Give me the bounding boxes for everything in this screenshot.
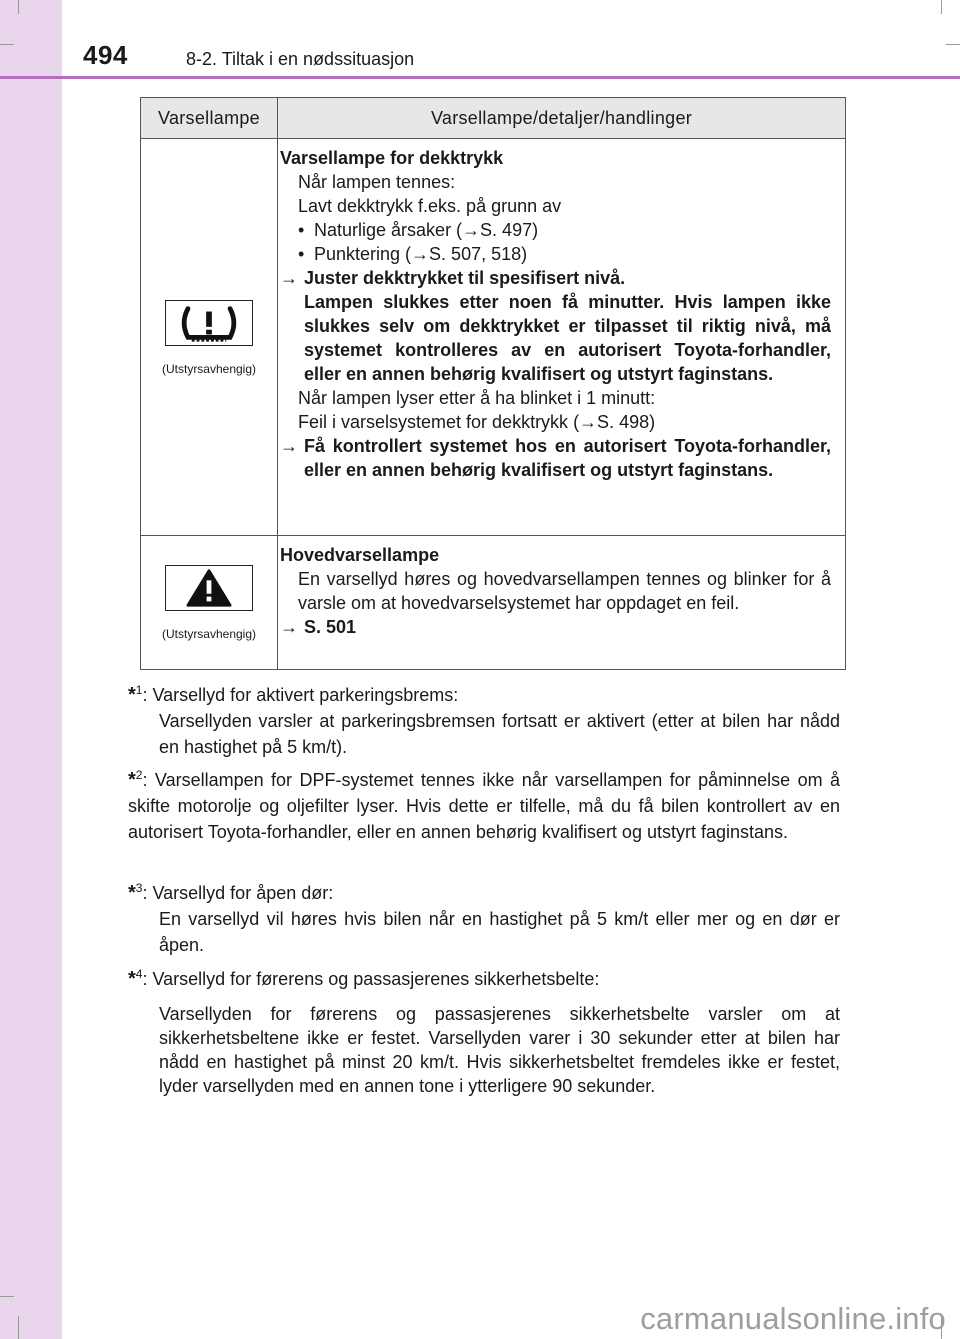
bullet-text: Punktering (→S. 507, 518) <box>314 244 528 264</box>
footnote-body: Varsellyden for førerens og passasjerenes sikkerhetsbelte varsler om at sikkerhetsbeltene ikke er festet. Varsellyden varer i 30 sekunder etter at bilen har nådd en hastighet på minst 20 km/t. Hvis sikkerhetsbeltet fremdeles ikke er festet, lyder varsellyden med en annen tone i ytterligere 90 sekunder. <box>159 1004 840 1096</box>
bullet-text: Naturlige årsaker (→S. 497) <box>314 220 539 240</box>
footnote-number: 1 <box>135 683 143 697</box>
action-text: Juster dekktrykket til spesifisert nivå. Lampen slukkes etter noen få minutter. Hvis lampen ikke slukkes selv om dekktrykket er tilpasset til riktig nivå, må systemet kontrolleres av en autorisert Toyota-forhandler, eller en annen behørig kvalifisert og utstyrt faginstans. <box>304 268 831 384</box>
footnote-star: * <box>128 968 136 990</box>
arrow-icon: → <box>280 436 298 456</box>
section-title: 8-2. Tiltak i en nødssituasjon <box>186 49 415 69</box>
tire-pressure-warning-icon <box>165 300 253 346</box>
bullet-item: • Naturlige årsaker (→S. 497) <box>298 220 539 240</box>
footnote <box>128 880 840 958</box>
action-text: Få kontrollert systemet hos en autorisert Toyota-forhandler, eller en annen behørig kvalifisert og utstyrt faginstans. <box>304 436 831 480</box>
footnote <box>128 966 840 1098</box>
header-rule <box>0 76 960 79</box>
optional-label: (Utstyrsavhengig) <box>161 361 257 376</box>
detail-line: Feil i varselsystemet for dekktrykk (→S. 498) <box>298 412 656 432</box>
footnote-body: Varsellyden varsler at parkeringsbremsen fortsatt er aktivert (etter at bilen har nådd en hastighet på 5 km/t). <box>159 711 840 757</box>
table-row <box>141 536 846 670</box>
page-number: 494 <box>83 40 128 70</box>
master-warning-icon <box>165 565 253 611</box>
footnote-star: * <box>128 882 136 904</box>
lamp-cell <box>141 536 278 670</box>
lamp-cell <box>141 139 278 536</box>
optional-label: (Utstyrsavhengig) <box>161 627 257 641</box>
footnote-number: 2 <box>135 768 143 782</box>
table-header-row <box>141 98 846 139</box>
footnote-title: : Varsellyd for førerens og passasjerenes sikkerhetsbelte: <box>142 969 600 989</box>
footnote-title: : Varsellyd for aktivert parkeringsbrems: <box>142 685 459 705</box>
watermark: carmanualsonline.info <box>640 1301 946 1336</box>
footnote <box>128 767 840 845</box>
footnote-title: : Varsellyd for åpen dør: <box>142 883 334 903</box>
lamp-title: Hovedvarsellampe <box>280 545 440 565</box>
action-item <box>280 615 831 639</box>
column-header-lamp: Varsellampe <box>141 98 278 139</box>
crop-mark <box>941 0 942 14</box>
crop-mark <box>18 0 19 14</box>
arrow-icon: → <box>280 268 298 288</box>
crop-mark <box>18 1316 19 1339</box>
detail-line: Når lampen tennes: <box>298 172 456 192</box>
column-header-details: Varsellampe/detaljer/handlinger <box>278 98 846 139</box>
table-row <box>141 139 846 536</box>
action-item <box>280 266 831 386</box>
details-cell <box>278 139 846 536</box>
bullet-item: • Punktering (→S. 507, 518) <box>298 244 528 264</box>
footnote-number: 4 <box>135 967 143 981</box>
detail-line: En varsellyd høres og hovedvarsellampen tennes og blinker for å varsle om at hovedvarselsystemet har oppdaget en feil. <box>298 569 831 613</box>
footnote-number: 3 <box>135 881 143 895</box>
detail-line: Når lampen lyser etter å ha blinket i 1 minutt: <box>298 388 656 408</box>
side-margin-band <box>0 0 62 1339</box>
footnote-star: * <box>128 684 136 706</box>
footnote-body: En varsellyd vil høres hvis bilen når en hastighet på 5 km/t eller mer og en dør er åpen. <box>159 909 840 955</box>
crop-mark <box>946 44 960 45</box>
action-item <box>280 434 831 482</box>
footnote-title: : Varsellampen for DPF-systemet tennes ikke når varsellampen for påminnelse om å skifte motorolje og oljefilter lyser. Hvis dette er tilfelle, må du få bilen kontrollert av en autorisert Toyota-forhandler, eller en annen behørig kvalifisert og utstyrt faginstans. <box>128 770 840 842</box>
warning-lamp-table <box>140 97 846 670</box>
footnote <box>128 682 840 760</box>
crop-mark <box>0 1296 14 1297</box>
arrow-icon: → <box>280 617 298 637</box>
lamp-title: Varsellampe for dekktrykk <box>280 148 504 168</box>
crop-mark <box>0 44 14 45</box>
footnote-star: * <box>128 769 136 791</box>
action-text: S. 501 <box>304 617 357 637</box>
detail-line: Lavt dekktrykk f.eks. på grunn av <box>298 196 562 216</box>
details-cell <box>278 536 846 670</box>
